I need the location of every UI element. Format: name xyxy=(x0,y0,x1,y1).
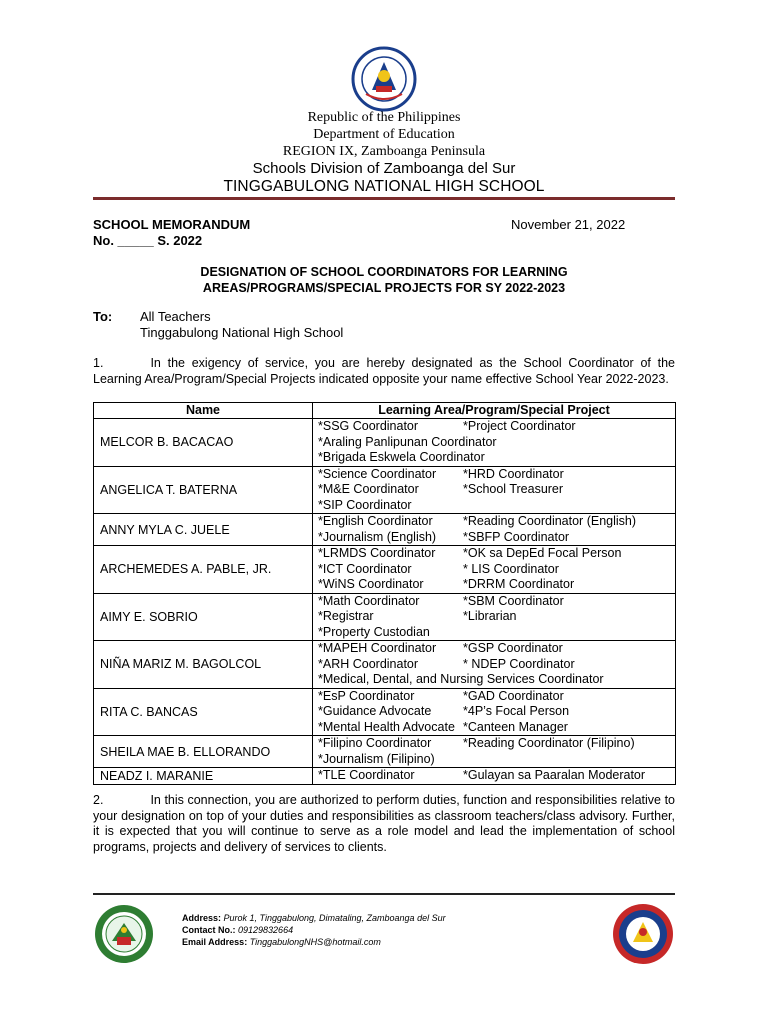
role-item: *Librarian xyxy=(463,609,517,623)
contact-label: Contact No.: xyxy=(182,925,236,935)
coordinator-roles xyxy=(313,546,676,594)
contact-value: 09129832664 xyxy=(238,925,294,935)
coordinator-name: ARCHEMEDES A. PABLE, JR. xyxy=(94,546,313,594)
memo-subject xyxy=(93,264,675,296)
column-header-name: Name xyxy=(94,403,313,419)
role-item: * LIS Coordinator xyxy=(463,561,559,576)
footer-address-line xyxy=(182,912,446,924)
email-label: Email Address: xyxy=(182,937,248,947)
address-value: Purok 1, Tinggabulong, Dimataling, Zamboanga del Sur xyxy=(223,913,446,923)
role-item: *HRD Coordinator xyxy=(463,466,564,481)
coordinator-name: ANGELICA T. BATERNA xyxy=(94,466,313,514)
deped-seal-icon xyxy=(336,46,432,112)
table-row xyxy=(94,768,676,785)
role-item: *TLE Coordinator xyxy=(318,768,415,782)
address-label: Address: xyxy=(182,913,222,923)
role-item: *Mental Health Advocate xyxy=(318,719,455,734)
memo-number: No. _____ S. 2022 xyxy=(93,233,203,248)
role-line xyxy=(318,594,669,610)
footer-contact-line xyxy=(182,924,446,936)
table-row xyxy=(94,688,676,736)
role-item: *Registrar xyxy=(318,609,374,623)
table-row xyxy=(94,546,676,594)
role-item: *Medical, Dental, and Nursing Services Coordinator xyxy=(318,672,604,686)
subject-line: DESIGNATION OF SCHOOL COORDINATORS FOR LEARNING xyxy=(200,265,568,279)
role-line xyxy=(318,546,669,562)
role-item: *MAPEH Coordinator xyxy=(318,641,437,655)
role-item: *Brigada Eskwela Coordinator xyxy=(318,450,485,464)
paragraph-number: 1. xyxy=(93,356,104,370)
role-item: *Canteen Manager xyxy=(463,719,568,734)
role-item: *Math Coordinator xyxy=(318,593,420,608)
header-republic: Republic of the Philippines xyxy=(307,110,461,125)
header-region: REGION IX, Zamboanga Peninsula xyxy=(282,144,486,159)
footer-divider xyxy=(93,893,675,895)
paragraph-text: In the exigency of service, you are hereby designated as the School Coordinator of the Learning Area/Program/Special Projects indicated opposite your name effective School Year 2022-2023. xyxy=(93,356,675,386)
column-header-role: Learning Area/Program/Special Project xyxy=(313,403,676,419)
to-recipients xyxy=(140,309,343,341)
role-item: *SIP Coordinator xyxy=(318,497,412,512)
role-item: *Filipino Coordinator xyxy=(318,736,432,750)
subject-line: AREAS/PROGRAMS/SPECIAL PROJECTS FOR SY 2022-2023 xyxy=(202,281,566,295)
coordinator-name: RITA C. BANCAS xyxy=(94,688,313,736)
header-division: Schools Division of Zamboanga del Sur xyxy=(252,160,516,177)
role-line xyxy=(318,736,669,752)
paragraph-text: In this connection, you are authorized to perform duties, function and responsibilities relative to your designation on top of your duties and responsibilities as classroom teachers/class advisory. Further, it is expected that you will continue to serve as a role model and lead the implementation of school programs, projects and delivery of services to clients. xyxy=(93,793,675,854)
role-line xyxy=(318,625,669,641)
role-item: *ICT Coordinator xyxy=(318,561,412,576)
coordinator-roles xyxy=(313,419,676,467)
coordinator-roles xyxy=(313,688,676,736)
email-value: TinggabulongNHS@hotmail.com xyxy=(249,937,381,947)
coordinator-roles xyxy=(313,466,676,514)
role-line xyxy=(318,435,669,451)
role-item: *School Treasurer xyxy=(463,482,564,496)
coordinator-roles xyxy=(313,514,676,546)
role-line xyxy=(318,514,669,530)
role-item: *DRRM Coordinator xyxy=(463,577,575,591)
role-item: * NDEP Coordinator xyxy=(463,656,575,671)
role-line xyxy=(318,689,669,705)
header-school-name: TINGGABULONG NATIONAL HIGH SCHOOL xyxy=(223,178,545,195)
footer-email-line xyxy=(182,936,446,948)
memo-date: November 21, 2022 xyxy=(511,217,626,232)
table-row xyxy=(94,641,676,689)
role-item: *SBM Coordinator xyxy=(463,593,564,608)
deped-division-logo-icon xyxy=(611,902,675,966)
role-line xyxy=(318,498,669,514)
coordinators-table xyxy=(93,402,676,785)
role-line xyxy=(318,419,669,435)
role-line xyxy=(318,609,669,625)
role-line xyxy=(318,768,669,784)
role-item: *ARH Coordinator xyxy=(318,656,419,671)
paragraph-2 xyxy=(93,793,675,855)
role-item: *4P’s Focal Person xyxy=(463,704,570,718)
table-row xyxy=(94,514,676,546)
to-label: To: xyxy=(93,309,113,324)
role-item: *LRMDS Coordinator xyxy=(318,546,436,560)
role-line xyxy=(318,720,669,736)
role-item: *GSP Coordinator xyxy=(463,641,563,655)
coordinator-name: ANNY MYLA C. JUELE xyxy=(94,514,313,546)
role-item: *EsP Coordinator xyxy=(318,688,415,703)
coordinator-name: NEADZ I. MARANIE xyxy=(94,768,313,785)
coordinator-roles xyxy=(313,641,676,689)
role-item: *Science Coordinator xyxy=(318,466,437,481)
recipient-line: All Teachers xyxy=(140,309,211,324)
table-header-row xyxy=(94,403,676,419)
coordinator-roles xyxy=(313,736,676,768)
header-department: Department of Education xyxy=(313,127,455,142)
role-item: *SSG Coordinator xyxy=(318,419,419,433)
table-row xyxy=(94,419,676,467)
role-item: *WiNS Coordinator xyxy=(318,577,424,591)
role-item: *Araling Panlipunan Coordinator xyxy=(318,434,497,449)
coordinator-roles xyxy=(313,593,676,641)
role-item: *Property Custodian xyxy=(318,624,430,639)
role-item: *GAD Coordinator xyxy=(463,688,564,703)
school-logo-icon xyxy=(93,903,155,965)
role-line xyxy=(318,450,669,466)
role-line xyxy=(318,657,669,673)
role-line xyxy=(318,752,669,768)
footer-contact xyxy=(182,912,446,948)
paragraph-number: 2. xyxy=(93,793,104,807)
role-line xyxy=(318,482,669,498)
role-line xyxy=(318,562,669,578)
role-item: *M&E Coordinator xyxy=(318,482,419,496)
role-item: *OK sa DepEd Focal Person xyxy=(463,546,622,560)
role-item: *Gulayan sa Paaralan Moderator xyxy=(463,768,646,782)
coordinator-name: AIMY E. SOBRIO xyxy=(94,593,313,641)
role-item: *Guidance Advocate xyxy=(318,704,432,718)
role-item: *SBFP Coordinator xyxy=(463,529,570,544)
coordinator-name: MELCOR B. BACACAO xyxy=(94,419,313,467)
memo-title: SCHOOL MEMORANDUM xyxy=(93,217,251,232)
role-line xyxy=(318,467,669,483)
paragraph-1 xyxy=(93,356,675,387)
header-divider xyxy=(93,197,675,200)
table-row xyxy=(94,736,676,768)
table-body xyxy=(94,419,676,785)
role-line xyxy=(318,704,669,720)
role-item: *Reading Coordinator (Filipino) xyxy=(463,736,635,750)
table-row xyxy=(94,593,676,641)
recipient-line: Tinggabulong National High School xyxy=(140,325,344,340)
role-item: *Project Coordinator xyxy=(463,419,576,433)
role-line xyxy=(318,577,669,593)
role-line xyxy=(318,641,669,657)
role-item: *Reading Coordinator (English) xyxy=(463,514,637,528)
role-item: *Journalism (English) xyxy=(318,529,437,544)
role-item: *English Coordinator xyxy=(318,514,433,528)
role-item: *Journalism (Filipino) xyxy=(318,751,435,766)
role-line xyxy=(318,672,669,688)
coordinator-name: SHEILA MAE B. ELLORANDO xyxy=(94,736,313,768)
role-line xyxy=(318,530,669,546)
table-row xyxy=(94,466,676,514)
coordinator-roles xyxy=(313,768,676,785)
coordinator-name: NIÑA MARIZ M. BAGOLCOL xyxy=(94,641,313,689)
